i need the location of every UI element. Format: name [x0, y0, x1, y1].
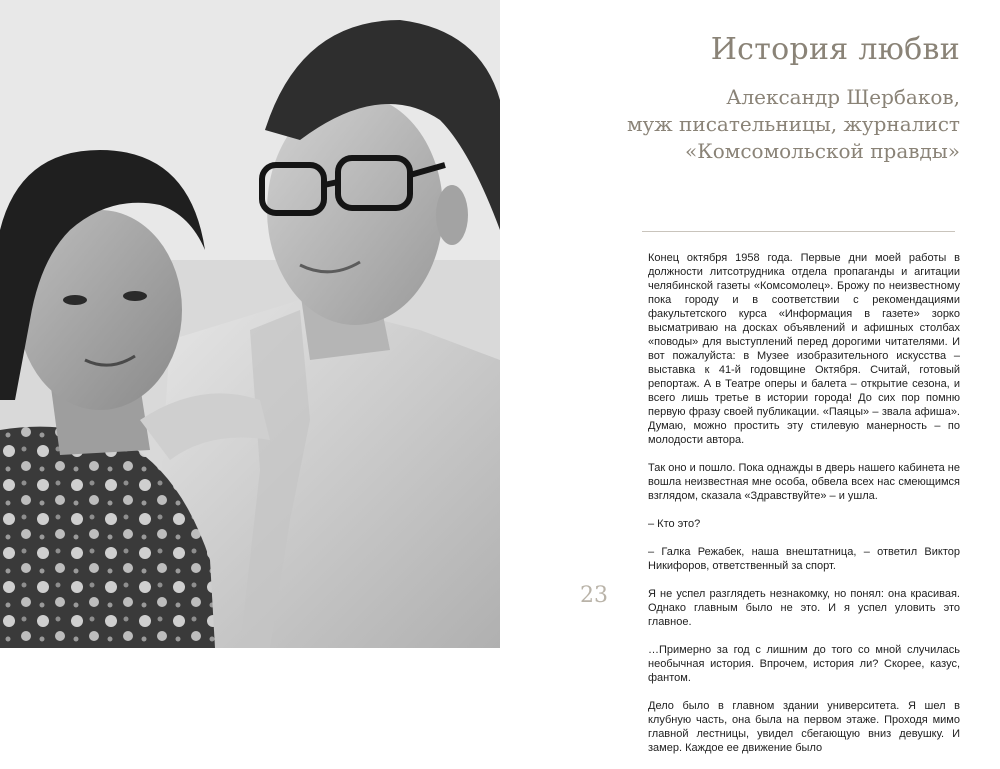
paragraph: …Примерно за год с лишним до того со мной случилась необычная история. Впрочем, история ли? Скорее, казус, фантом.: [648, 644, 960, 684]
page-number: 23: [580, 583, 608, 608]
author-caption-line: муж писательницы, журналист: [626, 112, 960, 136]
author-caption: [560, 84, 960, 165]
text-page: [500, 0, 1000, 754]
paragraph: – Кто это?: [648, 518, 701, 530]
author-caption-line: «Комсомольской правды»: [685, 139, 960, 163]
page-title: История любви: [710, 32, 960, 67]
paragraph: – Галка Режабек, наша внештатница, – ответил Виктор Никифоров, ответственный за спорт.: [648, 546, 960, 572]
couple-photo: [0, 0, 500, 648]
author-caption-line: Александр Щербаков,: [726, 85, 960, 109]
paragraph: Дело было в главном здании университета. Я шел в клубную часть, она была на первом этаже. Проходя мимо главной лестницы, увидел сбегающую вниз девушку. И замер. Каждое ее движение было: [648, 700, 960, 754]
paragraph: Конец октября 1958 года. Первые дни моей работы в должности литсотрудника отдела пропаганды и агитации челябинской газеты «Комсомолец». Брожу по неизвестному пока городу и в соответствии с рекомендациями факультетского курса «Информация в газете» зорко высматриваю на досках объявлений и афишных столбах «поводы» для выступлений перед дорогими читателями. И вот пожалуйста: в Музее изобразительного искусства – выставка к 41-й годовщине Октября. Считай, готовый репортаж. А в Театре оперы и балета – открытие сезона, и всего лишь третье в истории города! До сих пор помню первую фразу своей публикации. «Паяцы» – звала афиша». Думаю, можно простить эту стилевую манерность – по молодости автора.: [648, 252, 960, 446]
divider: [642, 231, 955, 232]
article-body: [648, 251, 960, 769]
paragraph: Я не успел разглядеть незнакомку, но понял: она красивая. Однако главным было не это. И я успел уловить это главное.: [648, 588, 960, 628]
paragraph: Так оно и пошло. Пока однажды в дверь нашего кабинета не вошла неизвестная мне особа, обвела всех нас смеющимся взглядом, сказала «Здравствуйте» – и ушла.: [648, 462, 960, 502]
